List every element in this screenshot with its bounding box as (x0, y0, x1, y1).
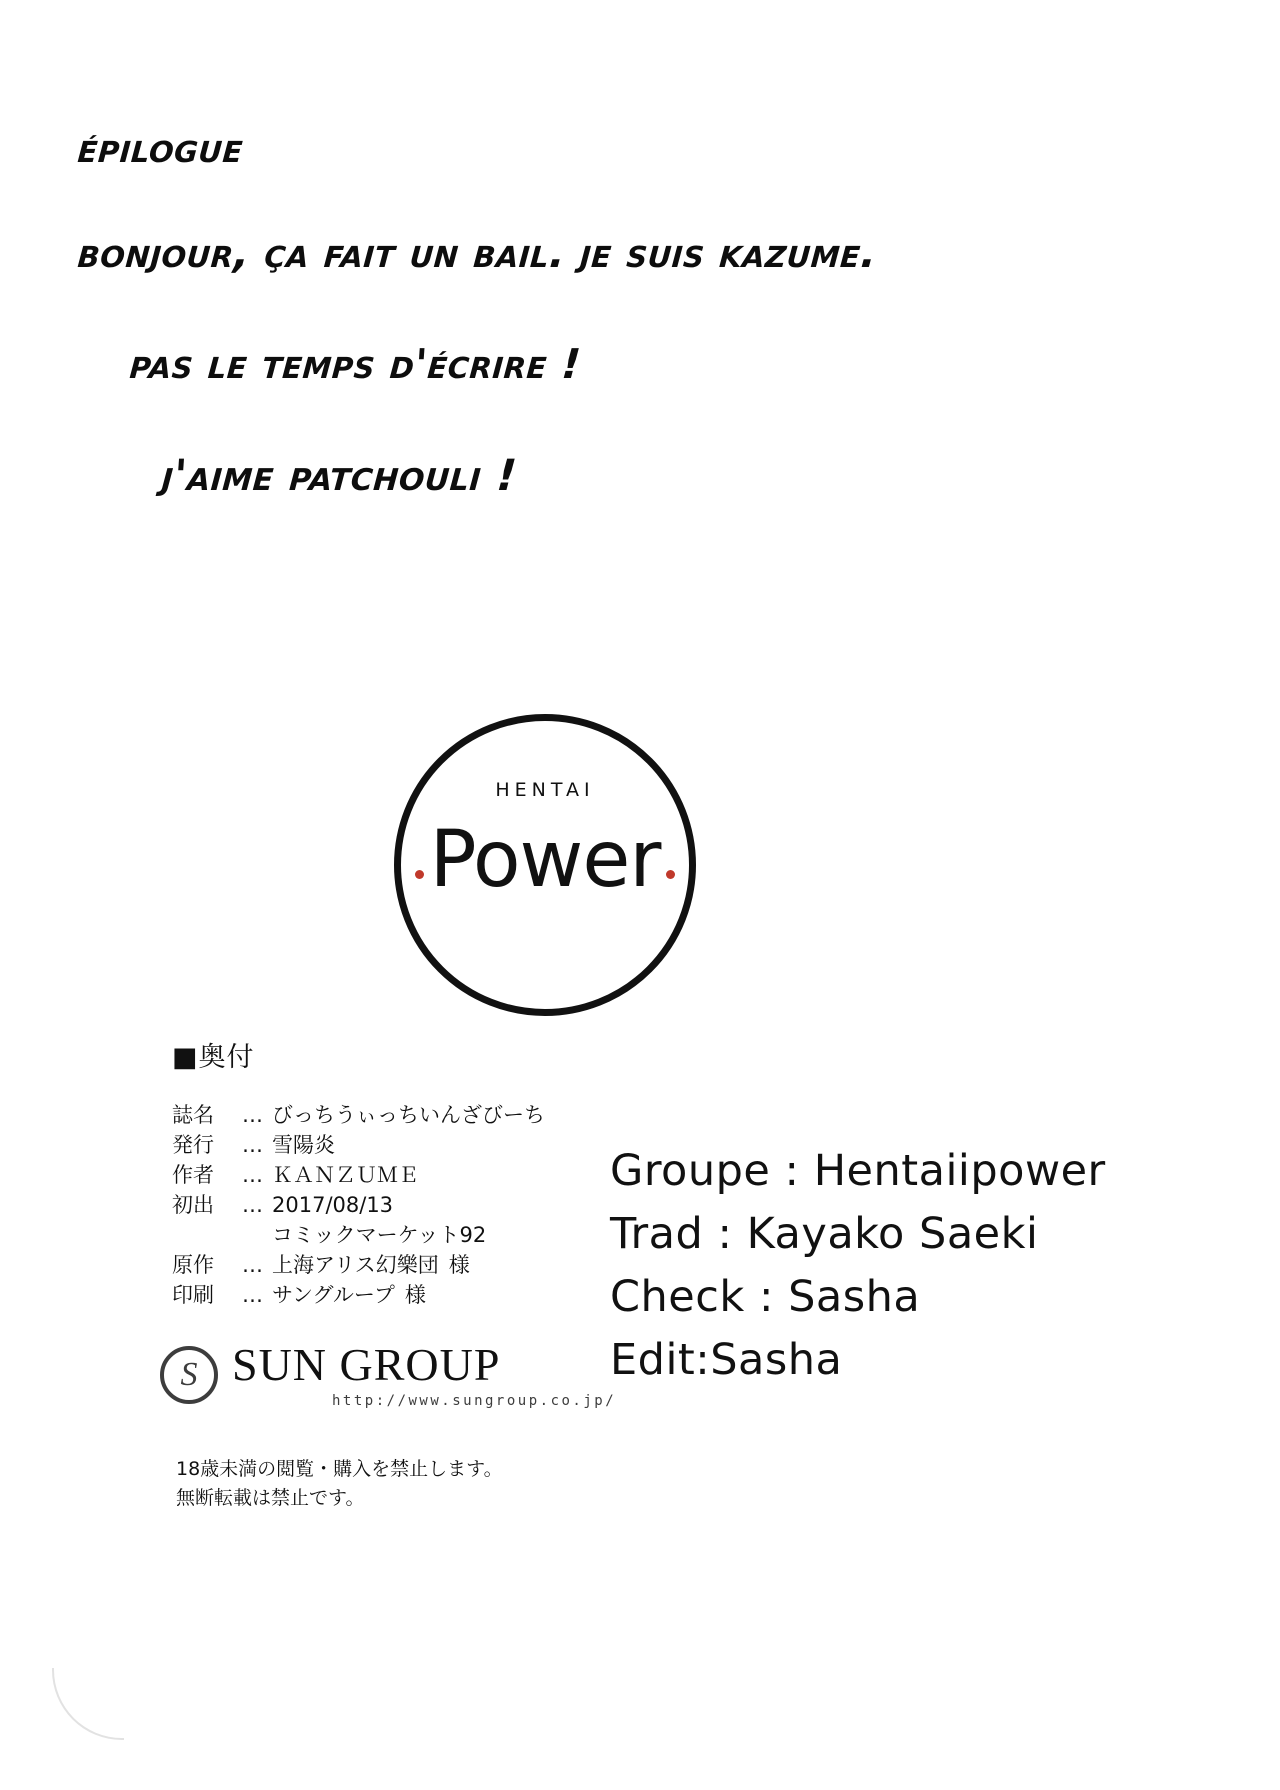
colophon-value: 2017/08/13 (272, 1193, 394, 1217)
credit-edit: Edit:Sasha (610, 1335, 843, 1385)
colophon-suffix: 様 (404, 1283, 426, 1307)
epilogue-line-3: j'aime patchouli ! (160, 451, 519, 501)
epilogue-title: épilogue (76, 124, 245, 172)
colophon-block (172, 1100, 545, 1310)
colophon-label: 作者 (172, 1163, 214, 1187)
colophon-row (172, 1100, 545, 1130)
colophon-value: ＫＡＮＺＵＭＥ (272, 1163, 419, 1187)
colophon-suffix: 様 (448, 1253, 470, 1277)
colophon-dots: … (242, 1193, 264, 1217)
sun-group-text (232, 1339, 617, 1409)
colophon-row (172, 1250, 545, 1280)
legal-line-1: 18歳未満の閲覧・購入を禁止します。 (176, 1458, 503, 1480)
sun-group-name: SUN GROUP (232, 1339, 501, 1390)
colophon-label: 原作 (172, 1253, 214, 1277)
epilogue-line-1: bonjour, ça fait un bail. je suis kazume. (76, 229, 879, 277)
colophon-label: 印刷 (172, 1283, 214, 1307)
epilogue-block (76, 124, 1198, 501)
logo-main-row (401, 815, 689, 905)
colophon-value: びっちうぃっちいんざびーち (272, 1103, 545, 1127)
page-corner-fold (52, 1668, 124, 1740)
sun-group-url: http://www.sungroup.co.jp/ (332, 1392, 617, 1409)
credit-check: Check : Sasha (610, 1272, 921, 1322)
colophon-row (172, 1130, 545, 1160)
credit-trad: Trad : Kayako Saeki (610, 1209, 1039, 1259)
colophon-dots: … (242, 1163, 264, 1187)
hentai-power-logo (394, 714, 696, 1016)
logo-dot-left (415, 870, 424, 879)
colophon-label: 発行 (172, 1133, 214, 1157)
colophon-dots: … (242, 1253, 264, 1277)
colophon-row (172, 1160, 545, 1190)
colophon-value: サングループ (272, 1283, 395, 1307)
sun-group-logo (160, 1339, 617, 1409)
colophon-row (172, 1190, 545, 1220)
colophon-event: コミックマーケット92 (272, 1223, 487, 1247)
colophon-dots: … (242, 1103, 264, 1127)
epilogue-line-2: pas le temps d'écrire ! (128, 340, 583, 388)
legal-notice (176, 1455, 503, 1513)
colophon-label: 誌名 (172, 1103, 214, 1127)
legal-line-2: 無断転載は禁止です。 (176, 1487, 365, 1509)
translation-credits (610, 1140, 1106, 1392)
logo-top-text: HENTAI (495, 779, 595, 801)
colophon-dots: … (242, 1133, 264, 1157)
logo-dot-right (666, 870, 675, 879)
sun-group-mark-glyph: S (180, 1356, 198, 1394)
colophon-row (172, 1280, 545, 1310)
colophon-heading: ■奥付 (172, 1042, 255, 1073)
credit-group: Groupe : Hentaiipower (610, 1146, 1106, 1196)
colophon-value: 雪陽炎 (272, 1133, 335, 1157)
logo-main-text: Power (429, 815, 661, 905)
colophon-value: 上海アリス幻樂団 (272, 1253, 439, 1277)
colophon-label: 初出 (172, 1193, 214, 1217)
sun-group-mark-icon (160, 1346, 218, 1404)
colophon-dots: … (242, 1283, 264, 1307)
